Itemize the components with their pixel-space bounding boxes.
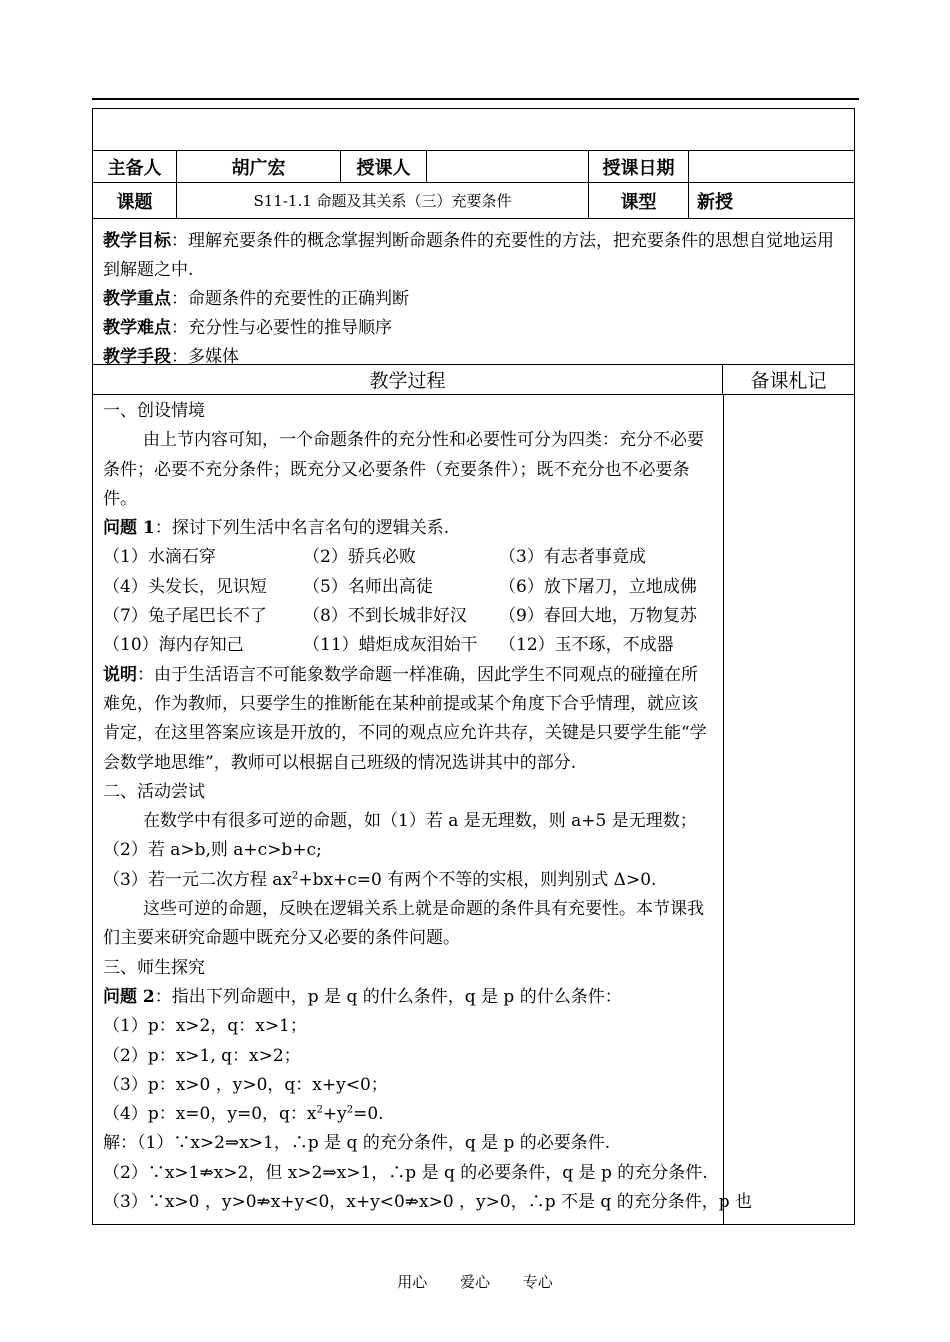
question-2-item: （2）p：x>1, q：x>2；	[103, 1045, 301, 1066]
process-body	[93, 397, 752, 1217]
objective-text: ：理解充要条件的概念掌握判断命题条件的充要性的方法，把充要条件的思想自觉地运用到解题之中.	[103, 231, 834, 280]
question-1-text: ：探讨下列生活中名言名句的逻辑关系.	[154, 518, 450, 539]
preparer-label: 主备人	[93, 151, 177, 182]
top-rule	[92, 98, 859, 100]
process-header-row	[93, 365, 854, 395]
section-2-line-1: 在数学中有很多可逆的命题，如（1）若 a 是无理数，则 a+5 是无理数；	[143, 811, 697, 832]
date-value	[689, 151, 854, 182]
question-2-text: ：指出下列命题中，p 是 q 的什么条件，q 是 p 的什么条件：	[154, 986, 622, 1007]
proverb-row	[103, 543, 713, 572]
notes-column	[723, 395, 724, 1224]
q2-4-text-b: +y	[322, 1104, 347, 1125]
topic-label: 课题	[93, 183, 177, 218]
difficulty-line	[103, 314, 844, 343]
section-2-line-2: （2）若 a>b,则 a+c>b+c;	[103, 840, 322, 861]
type-label: 课型	[589, 183, 689, 218]
solution-line: （2）∵x>1⇏x>2，但 x>2⇒x>1，∴p 是 q 的必要条件，q 是 p 的充分条件.	[103, 1162, 708, 1183]
question-1	[103, 514, 713, 543]
footer-word: 专心	[522, 1273, 553, 1291]
objective-label: 教学目标	[103, 231, 171, 251]
question-2-item: （1）p：x>2，q：x>1；	[103, 1016, 307, 1037]
blank-title-row	[93, 109, 854, 151]
footer-word: 用心	[397, 1273, 428, 1291]
means-label: 教学手段	[103, 347, 171, 367]
proverb-item: （4）头发长，见识短	[103, 576, 267, 597]
date-label: 授课日期	[589, 151, 689, 182]
section-2-paragraph: 这些可逆的命题，反映在逻辑关系上就是命题的条件具有充要性。本节课我们主要来研究命题中既充分又必要的条件问题。	[103, 899, 704, 949]
note-paragraph	[103, 661, 713, 778]
question-1-label: 问题 1	[103, 518, 155, 539]
objective-line	[103, 227, 844, 285]
proverb-item: （7）兔子尾巴长不了	[103, 606, 267, 627]
section-1-title: 一、创设情境	[103, 401, 205, 421]
note-text: ：由于生活语言不可能象数学命题一样准确，因此学生不同观点的碰撞在所难免，作为教师，只要学生的推断能在某种前提或某个角度下合乎情理，就应该肯定，在这里答案应该是开放的，不同的观点应允许共存，关键是只要学生能“学会数学地思维”，教师可以根据自己班级的情况选讲其中的部分.	[103, 664, 707, 773]
solution-line: 解：（1）∵x>2⇒x>1，∴p 是 q 的充分条件，q 是 p 的必要条件.	[103, 1133, 611, 1154]
teacher-label: 授课人	[341, 151, 427, 182]
key-point-line	[103, 285, 844, 314]
proverb-item: （3）有志者事竟成	[499, 547, 646, 568]
proverb-item: （1）水滴石穿	[103, 547, 216, 568]
section-2-title: 二、活动尝试	[103, 781, 205, 802]
topic-value: S11-1.1 命题及其关系（三）充要条件	[177, 183, 589, 218]
superscript: 2	[346, 1104, 354, 1116]
proverb-item: （5）名师出高徒	[303, 576, 433, 597]
proverb-item: （9）春回大地，万物复苏	[499, 606, 697, 627]
section-1-paragraph: 由上节内容可知，一个命题条件的充分性和必要性可分为四类：充分不必要条件；必要不充分条件；既充分又必要条件（充要条件）；既不充分也不必要条件。	[103, 430, 704, 509]
proverb-item: （12）玉不琢，不成器	[499, 635, 674, 656]
equation-text-a: （3）若一元二次方程 ax	[103, 869, 292, 890]
notes-header: 备课札记	[750, 370, 827, 392]
type-value: 新授	[697, 191, 733, 213]
question-2	[103, 983, 713, 1012]
proverb-row	[103, 602, 713, 631]
section-2-line-3	[103, 866, 713, 895]
page-footer	[0, 1271, 950, 1292]
teaching-goals	[93, 219, 854, 365]
superscript: 2	[316, 1104, 323, 1116]
proverb-row	[103, 573, 713, 602]
proverb-item: （2）骄兵必败	[303, 547, 416, 568]
header-row-1	[93, 151, 854, 183]
teacher-name	[427, 151, 589, 182]
proverb-item: （11）蜡炬成灰泪始干	[303, 635, 478, 656]
means-text: ：多媒体	[171, 347, 239, 367]
proverb-item: （8）不到长城非好汉	[303, 606, 467, 627]
question-2-item: （3）p：x>0 ，y>0，q：x+y<0；	[103, 1074, 388, 1095]
question-2-label: 问题 2	[103, 986, 155, 1007]
equation-text-b: +bx+c=0 有两个不等的实根，则判别式 Δ>0.	[298, 869, 657, 890]
note-label: 说明	[103, 664, 137, 685]
q2-4-text-a: （4）p：x=0，y=0，q：x	[103, 1104, 317, 1125]
header-row-2	[93, 183, 854, 219]
process-header: 教学过程	[93, 365, 723, 394]
proverb-item: （10）海内存知己	[103, 635, 244, 656]
proverb-row	[103, 631, 713, 660]
section-3-title: 三、师生探究	[103, 957, 205, 978]
difficulty-text: ：充分性与必要性的推导顺序	[171, 318, 392, 338]
preparer-name: 胡广宏	[177, 151, 341, 182]
key-point-text: ：命题条件的充要性的正确判断	[171, 289, 409, 309]
proverb-item: （6）放下屠刀，立地成佛	[499, 576, 697, 597]
key-point-label: 教学重点	[103, 289, 171, 309]
footer-word: 爱心	[459, 1273, 490, 1291]
difficulty-label: 教学难点	[103, 318, 171, 338]
solution-line: （3）∵x>0 ，y>0⇏x+y<0，x+y<0⇏x>0 ，y>0，∴p 不是 q 的充分条件，p 也	[103, 1192, 752, 1213]
question-2-item	[103, 1100, 713, 1129]
lesson-plan-table	[92, 108, 855, 1225]
q2-4-text-c: =0.	[353, 1104, 384, 1125]
superscript: 2	[291, 870, 299, 882]
